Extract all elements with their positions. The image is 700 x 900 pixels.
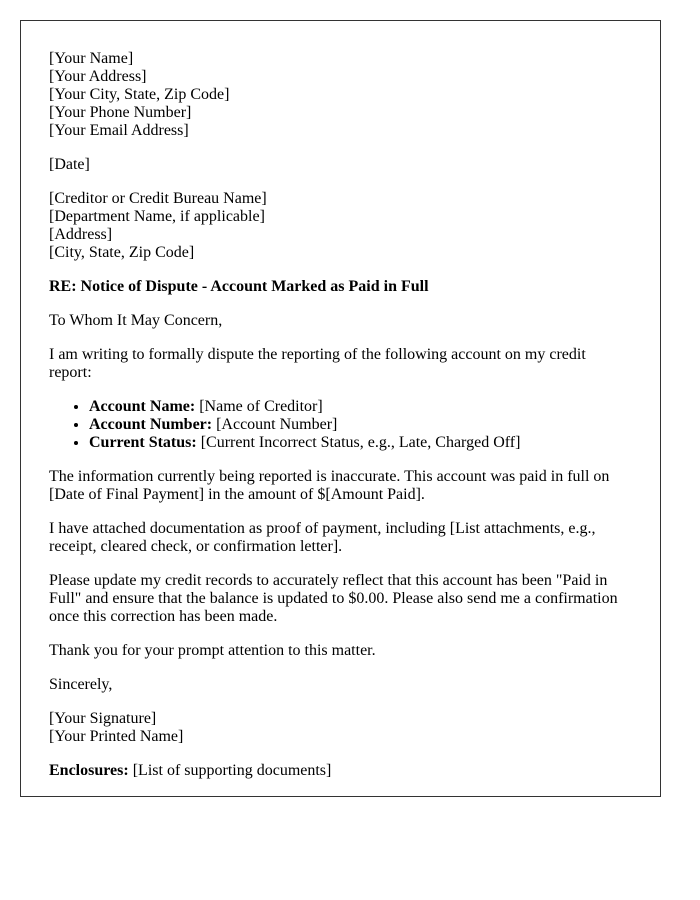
letter-date: [Date] — [49, 156, 90, 173]
body-paragraph-inaccurate: The information currently being reported is inaccurate. This account was paid in full on [Date of Final Payment] in the amount of $[Amount Paid]. — [49, 468, 610, 503]
enclosures-line — [49, 762, 632, 780]
enclosures-value: [List of supporting documents] — [128, 762, 332, 779]
sender-address-block — [49, 50, 632, 140]
recipient-name: [Creditor or Credit Bureau Name] — [49, 190, 267, 207]
account-detail-item — [89, 398, 632, 416]
signature-block — [49, 710, 632, 746]
letter-document — [20, 20, 661, 797]
body-paragraph-attachments: I have attached documentation as proof of payment, including [List attachments, e.g., receipt, cleared check, or confirmation letter]. — [49, 520, 596, 555]
account-details-list — [49, 398, 632, 452]
signature-line: [Your Signature] — [49, 710, 157, 727]
sender-name: [Your Name] — [49, 50, 134, 67]
account-detail-item — [89, 416, 632, 434]
recipient-city-state-zip: [City, State, Zip Code] — [49, 244, 195, 261]
account-detail-label: Account Number: — [89, 416, 213, 433]
closing: Sincerely, — [49, 676, 113, 693]
printed-name: [Your Printed Name] — [49, 728, 184, 745]
account-detail-value: [Name of Creditor] — [195, 398, 323, 415]
sender-email: [Your Email Address] — [49, 122, 189, 139]
salutation: To Whom It May Concern, — [49, 312, 223, 329]
recipient-department: [Department Name, if applicable] — [49, 208, 265, 225]
account-detail-label: Current Status: — [89, 434, 197, 451]
account-detail-label: Account Name: — [89, 398, 196, 415]
recipient-address: [Address] — [49, 226, 113, 243]
sender-address: [Your Address] — [49, 68, 147, 85]
intro-paragraph: I am writing to formally dispute the reporting of the following account on my credit report: — [49, 346, 586, 381]
recipient-address-block — [49, 190, 632, 262]
body-paragraph-request: Please update my credit records to accurately reflect that this account has been "Paid in Full" and ensure that the balance is updated to $0.00. Please also send me a confirmation once this correction has been made. — [49, 572, 618, 625]
sender-phone: [Your Phone Number] — [49, 104, 192, 121]
account-detail-value: [Account Number] — [212, 416, 338, 433]
account-detail-item — [89, 434, 632, 452]
account-detail-value: [Current Incorrect Status, e.g., Late, Charged Off] — [196, 434, 521, 451]
sender-city-state-zip: [Your City, State, Zip Code] — [49, 86, 230, 103]
body-paragraph-thanks: Thank you for your prompt attention to this matter. — [49, 642, 376, 659]
subject-line: RE: Notice of Dispute - Account Marked as Paid in Full — [49, 278, 429, 295]
enclosures-label: Enclosures: — [49, 762, 129, 779]
